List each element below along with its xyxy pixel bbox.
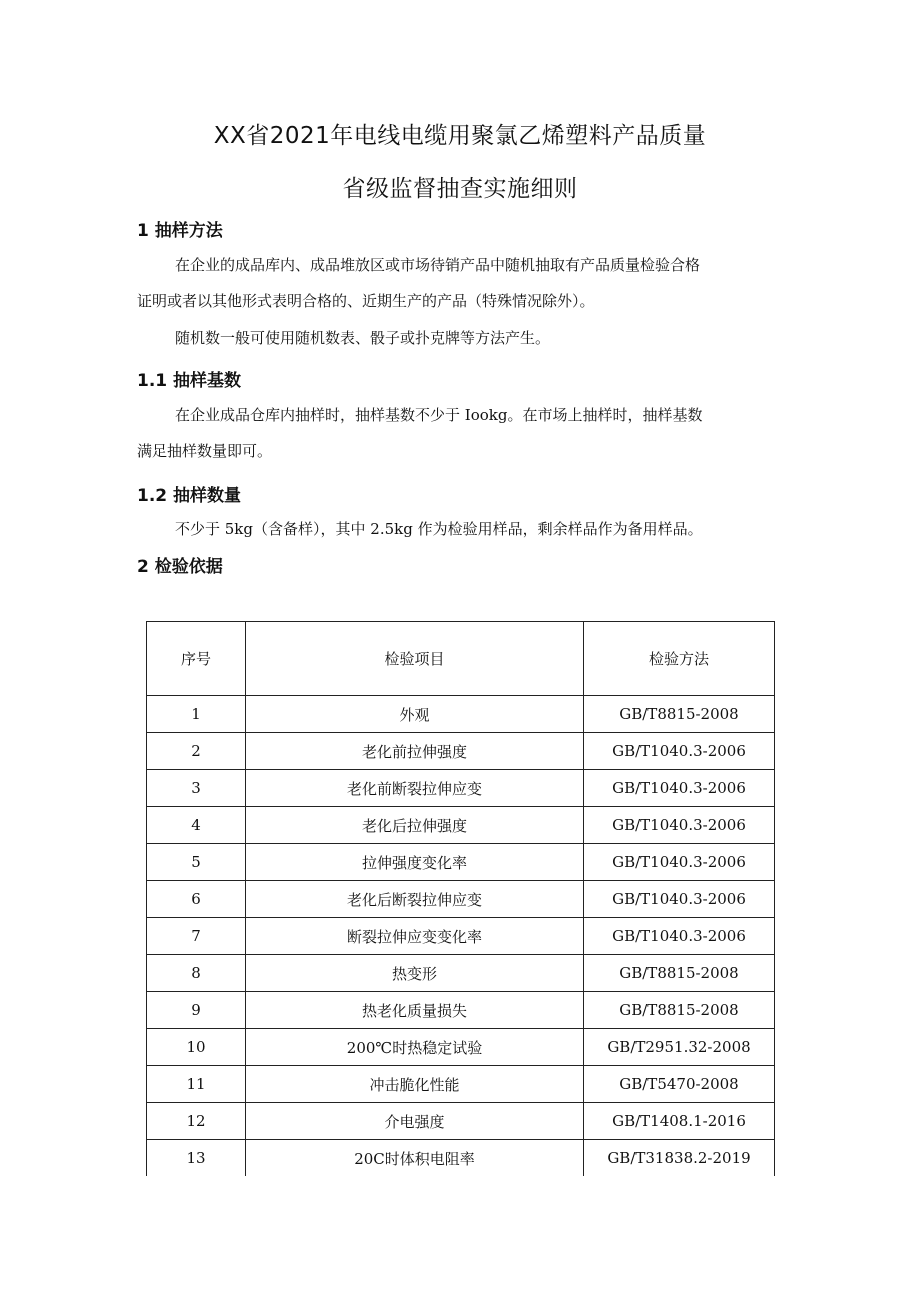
row-method: GB/T5470-2008 xyxy=(584,1066,775,1103)
table-row xyxy=(147,696,775,733)
row-method: GB/T1040.3-2006 xyxy=(584,918,775,955)
row-item: 外观 xyxy=(246,696,584,733)
row-method: GB/T1040.3-2006 xyxy=(584,844,775,881)
table-row xyxy=(147,955,775,992)
row-item: 冲击脆化性能 xyxy=(246,1066,584,1103)
header-no: 序号 xyxy=(147,622,246,696)
row-no: 6 xyxy=(147,881,246,918)
row-method: GB/T31838.2-2019 xyxy=(584,1140,775,1177)
table-row xyxy=(147,770,775,807)
row-item: 老化后断裂拉伸应变 xyxy=(246,881,584,918)
section-1-1-paragraph-line: 在企业成品仓库内抽样时，抽样基数不少于 Iookg。在市场上抽样时，抽样基数 xyxy=(175,406,703,424)
row-item: 拉伸强度变化率 xyxy=(246,844,584,881)
row-item: 老化后拉伸强度 xyxy=(246,807,584,844)
table-row xyxy=(147,918,775,955)
section-1-paragraph: 随机数一般可使用随机数表、骰子或扑克牌等方法产生。 xyxy=(175,329,551,347)
row-no: 4 xyxy=(147,807,246,844)
section-1-1-paragraph-line: 满足抽样数量即可。 xyxy=(137,442,273,460)
row-no: 2 xyxy=(147,733,246,770)
row-item: 热老化质量损失 xyxy=(246,992,584,1029)
row-no: 11 xyxy=(147,1066,246,1103)
table-row xyxy=(147,1103,775,1140)
table-row xyxy=(147,1029,775,1066)
header-method: 检验方法 xyxy=(584,622,775,696)
row-no: 10 xyxy=(147,1029,246,1066)
section-1-paragraph-line: 证明或者以其他形式表明合格的、近期生产的产品（特殊情况除外）。 xyxy=(137,292,595,310)
table-row xyxy=(147,1140,775,1177)
section-2-heading: 2 检验依据 xyxy=(137,557,223,577)
document-title-line2: 省级监督抽查实施细则 xyxy=(342,176,578,202)
row-method: GB/T2951.32-2008 xyxy=(584,1029,775,1066)
row-no: 5 xyxy=(147,844,246,881)
row-method: GB/T1040.3-2006 xyxy=(584,770,775,807)
row-item: 20C时体积电阻率 xyxy=(246,1140,584,1177)
row-no: 13 xyxy=(147,1140,246,1177)
table-row xyxy=(147,807,775,844)
row-item: 热变形 xyxy=(246,955,584,992)
row-item: 老化前断裂拉伸应变 xyxy=(246,770,584,807)
row-item: 介电强度 xyxy=(246,1103,584,1140)
row-no: 7 xyxy=(147,918,246,955)
table-row xyxy=(147,992,775,1029)
row-method: GB/T8815-2008 xyxy=(584,992,775,1029)
table-row xyxy=(147,1066,775,1103)
section-1-heading: 1 抽样方法 xyxy=(137,221,223,241)
row-item: 断裂拉伸应变变化率 xyxy=(246,918,584,955)
row-no: 12 xyxy=(147,1103,246,1140)
header-item: 检验项目 xyxy=(246,622,584,696)
inspection-table xyxy=(146,621,775,1176)
row-method: GB/T1408.1-2016 xyxy=(584,1103,775,1140)
row-method: GB/T8815-2008 xyxy=(584,696,775,733)
section-1-1-heading: 1.1 抽样基数 xyxy=(137,371,242,391)
row-no: 3 xyxy=(147,770,246,807)
table-row xyxy=(147,844,775,881)
table-row xyxy=(147,881,775,918)
section-1-2-heading: 1.2 抽样数量 xyxy=(137,486,242,506)
row-method: GB/T1040.3-2006 xyxy=(584,733,775,770)
row-method: GB/T1040.3-2006 xyxy=(584,881,775,918)
section-1-2-paragraph: 不少于 5kg（含备样），其中 2.5kg 作为检验用样品，剩余样品作为备用样品。 xyxy=(175,520,703,538)
row-method: GB/T1040.3-2006 xyxy=(584,807,775,844)
row-item: 200℃时热稳定试验 xyxy=(246,1029,584,1066)
row-item: 老化前拉伸强度 xyxy=(246,733,584,770)
table-header-row xyxy=(147,622,775,696)
document-title-line1: XX省2021年电线电缆用聚氯乙烯塑料产品质量 xyxy=(213,123,707,149)
row-no: 1 xyxy=(147,696,246,733)
row-no: 9 xyxy=(147,992,246,1029)
section-1-paragraph-line: 在企业的成品库内、成品堆放区或市场待销产品中随机抽取有产品质量检验合格 xyxy=(175,256,701,274)
row-no: 8 xyxy=(147,955,246,992)
row-method: GB/T8815-2008 xyxy=(584,955,775,992)
table-row xyxy=(147,733,775,770)
